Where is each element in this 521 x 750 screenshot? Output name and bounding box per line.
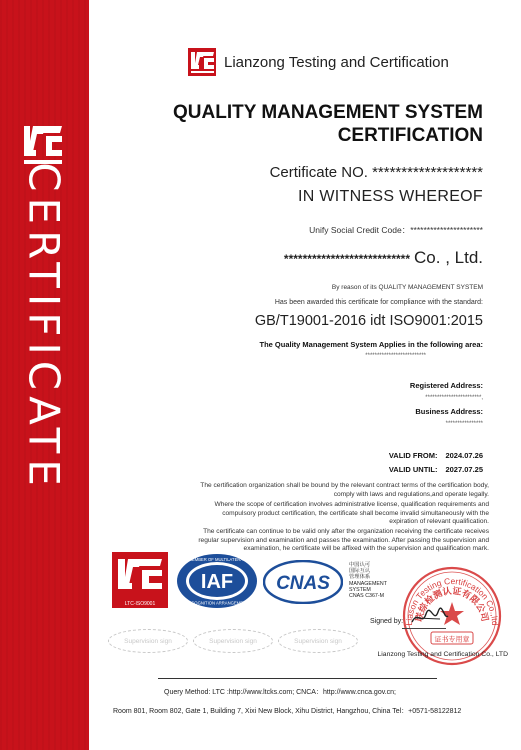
terms-paragraph-2: Where the scope of certification involves administrative license, qualification requirements and compulsory product certification, the certificate shall become invalid simultaneously with the expiration of relevant qualification. (214, 501, 489, 526)
company-suffix: Co. , Ltd. (414, 248, 483, 267)
footer-divider (158, 678, 437, 679)
title-line-1: QUALITY MANAGEMENT SYSTEM (173, 102, 483, 123)
terms-paragraph-1: The certification organization shall be bound by the relevant contract terms of the certification body, comply with laws and regulations,and operate legally. (200, 482, 489, 498)
iaf-ring-top: MEMBER OF MULTILATERAL (188, 557, 246, 562)
company-name (284, 248, 483, 268)
stamp-english: Liason Testing Certification Co.,ltd (403, 575, 501, 626)
signature-scribble (410, 606, 450, 628)
iaf-ring-bottom: RECOGNITION ARRANGEMENT (185, 600, 249, 606)
org-name: Lianzong Testing and Certification (224, 53, 449, 71)
footer-address: Room 801, Room 802, Gate 1, Building 7, Xixi New Block, Xihu District, Hangzhou, China Tel：+0571-58122812 (113, 708, 462, 715)
certificate-number: Certificate NO. ******************* (269, 164, 483, 181)
witness-heading: IN WITNESS WHEREOF (298, 188, 483, 205)
credit-code: Unify Social Credit Code：********************** (309, 225, 483, 235)
cnas-text: CNAS (276, 573, 330, 594)
supervision-sign-3: Supervision sign (278, 629, 358, 653)
applies-label: The Quality Management System Applies in the following area: (259, 340, 483, 349)
signed-by-label: Signed by: (370, 618, 404, 625)
registered-address-value: ************************, (425, 395, 483, 401)
iaf-text: IAF (200, 571, 234, 593)
business-address-value: **************** (445, 421, 483, 427)
query-method: Query Method: LTC :http://www.ltcks.com; CNCA：http://www.cnca.gov.cn; (164, 689, 396, 696)
ltc-caption: LTC-ISO9001 (124, 601, 156, 607)
signature-line (402, 628, 446, 629)
signing-company: Lianzong Testing and Certification Co., LTD (377, 651, 508, 658)
scope-value: ************************** (365, 353, 426, 359)
valid-until-label: VALID UNTIL: (388, 465, 438, 474)
supervision-sign-1: Supervision sign (108, 629, 188, 653)
iaf-mark (176, 553, 258, 609)
ltc-logo-icon (188, 48, 216, 76)
title-line-2: CERTIFICATION (337, 125, 483, 146)
reason-text: By reason of its QUALITY MANAGEMENT SYSTEM (331, 284, 483, 291)
registered-address-label: Registered Address: (409, 381, 483, 390)
standard-text: GB/T19001-2016 idt ISO9001:2015 (254, 313, 483, 329)
ltc-iso9001-mark (112, 552, 168, 608)
cnas-caption: 中国认可 国际互认 管理体系 MANAGEMENT SYSTEM CNAS C367-M (349, 562, 387, 600)
cnas-mark (263, 560, 343, 604)
terms-paragraph-3: The certificate can continue to be valid only after the organization receiving the certificate receives regular supervision and examination and passes the examination. After passing the supervision and examination, he certificate will be affixed with the supervision and qualification mark. (198, 528, 489, 553)
valid-until (389, 465, 483, 474)
valid-until-date: 2027.07.25 (445, 465, 483, 474)
side-band: CERTIFICATE (0, 0, 89, 750)
valid-from-label: VALID FROM: (388, 451, 438, 460)
business-address-label: Business Address: (415, 407, 483, 416)
valid-from (389, 451, 483, 460)
supervision-sign-2: Supervision sign (193, 629, 273, 653)
header-logo-row (188, 48, 449, 76)
company-stars: *************************** (283, 252, 411, 266)
awarded-text: Has been awarded this certificate for compliance with the standard: (274, 299, 483, 306)
stamp-seal-text: 证书专用章 (434, 635, 470, 644)
valid-from-date: 2024.07.26 (445, 451, 483, 460)
stamp-chinese: 联综检测认证有限公司 (414, 586, 490, 623)
